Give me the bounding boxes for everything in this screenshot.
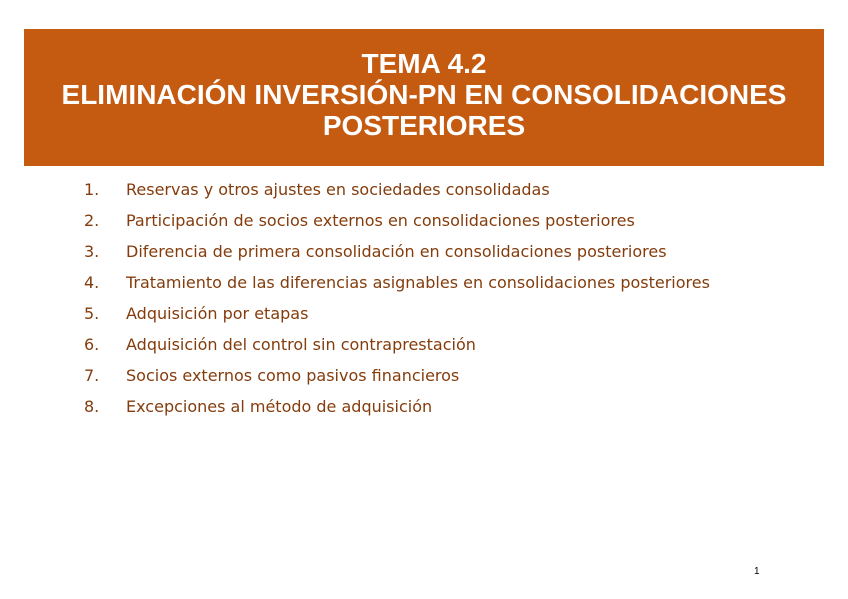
agenda-item (84, 238, 710, 269)
agenda-item-text: Adquisición del control sin contraprestación (126, 335, 476, 354)
agenda-item-text: Adquisición por etapas (126, 304, 309, 323)
title-banner (24, 29, 824, 166)
agenda-item-number: 4. (84, 273, 100, 292)
agenda-item (84, 207, 710, 238)
agenda-item (84, 331, 710, 362)
slide-title-line-2: POSTERIORES (322, 110, 526, 141)
agenda-item-text: Tratamiento de las diferencias asignables en consolidaciones posteriores (126, 273, 710, 292)
agenda-item (84, 269, 710, 300)
agenda-item (84, 300, 710, 331)
agenda-item-text: Participación de socios externos en consolidaciones posteriores (126, 211, 635, 230)
agenda-item-text: Excepciones al método de adquisición (126, 397, 433, 416)
agenda-item-text: Reservas y otros ajustes en sociedades consolidadas (126, 180, 550, 199)
agenda-item-number: 1. (84, 180, 100, 199)
agenda-item (84, 176, 710, 207)
agenda-item-number: 8. (84, 397, 100, 416)
slide-title-topic: TEMA 4.2 (361, 48, 487, 79)
agenda-item-number: 2. (84, 211, 100, 230)
agenda-item (84, 362, 710, 393)
page-number: 1 (754, 566, 760, 577)
agenda-item-number: 6. (84, 335, 100, 354)
slide-title-line-1: ELIMINACIÓN INVERSIÓN-PN EN CONSOLIDACIONES (61, 79, 787, 110)
agenda-item-number: 3. (84, 242, 100, 261)
agenda-item-number: 7. (84, 366, 100, 385)
agenda-item (84, 393, 710, 424)
agenda-list (84, 176, 710, 424)
agenda-item-text: Diferencia de primera consolidación en consolidaciones posteriores (126, 242, 667, 261)
agenda-item-number: 5. (84, 304, 100, 323)
agenda-item-text: Socios externos como pasivos financieros (126, 366, 460, 385)
